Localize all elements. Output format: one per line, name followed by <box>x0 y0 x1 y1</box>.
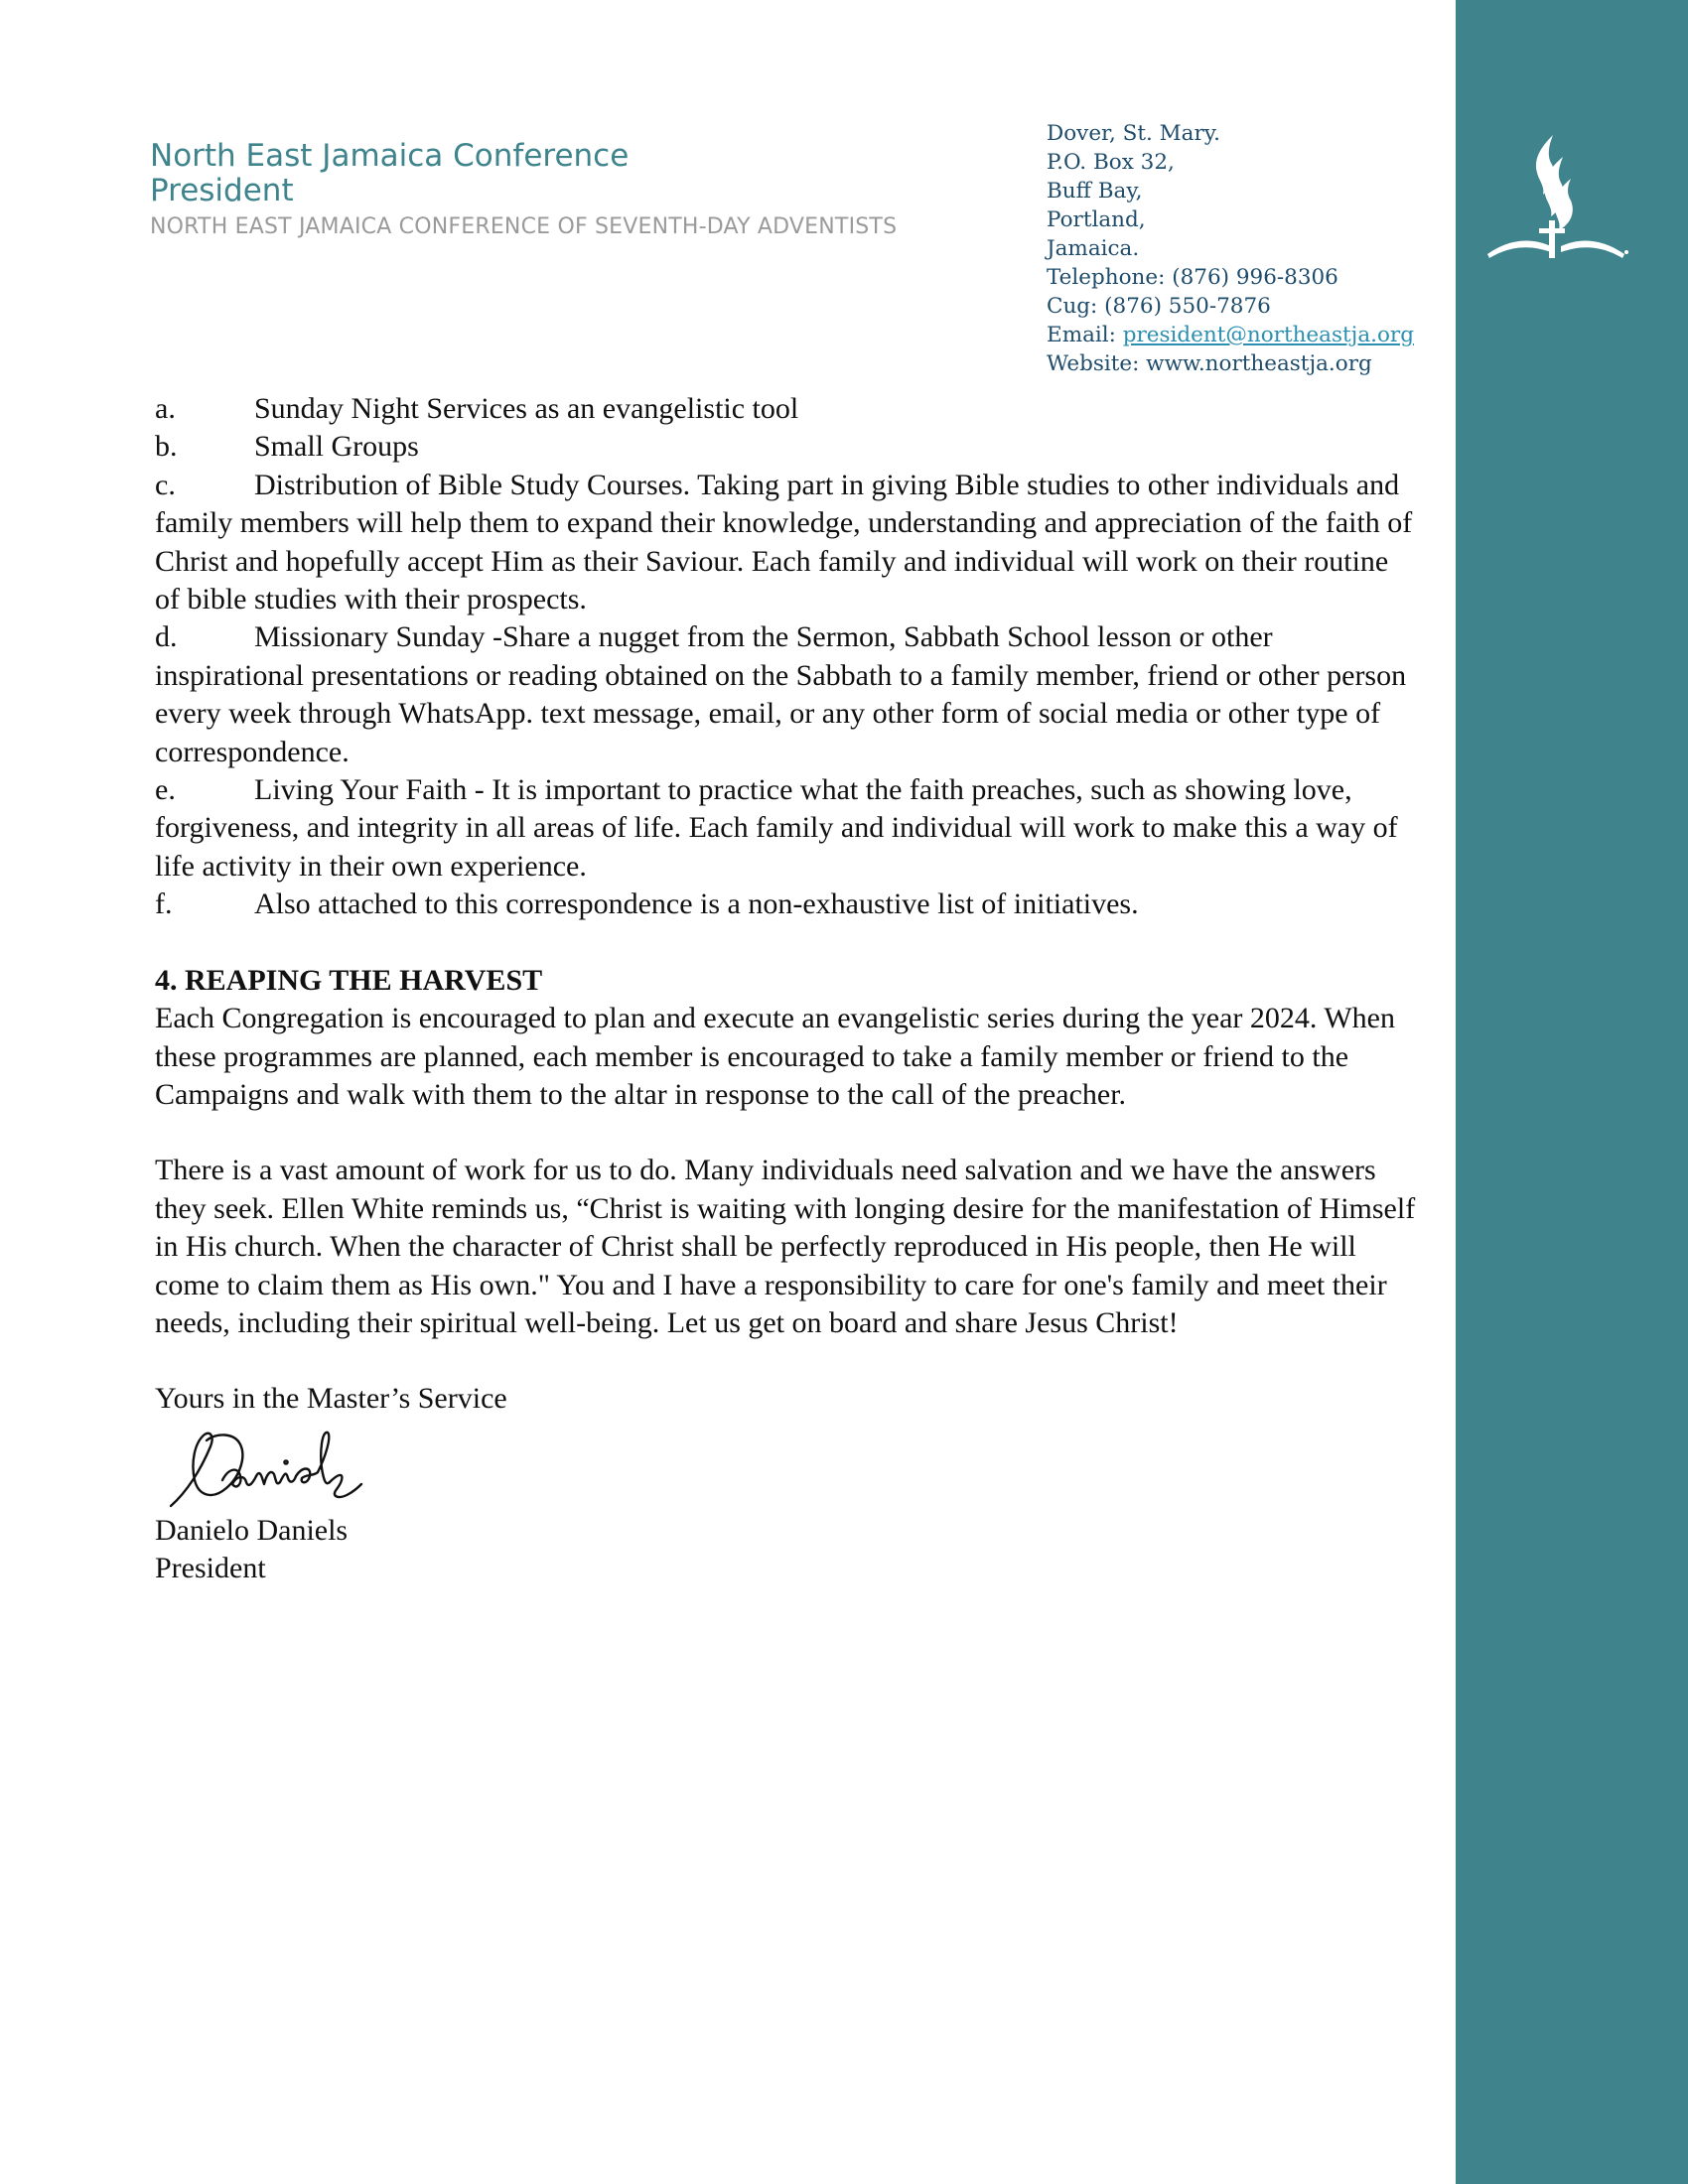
letterhead-organization <box>150 139 897 242</box>
closing-paragraph: There is a vast amount of work for us to do. Many individuals need salvation and we have the answers they seek. Ellen White reminds us, “Christ is waiting with longing desire for the manifestation of Himself in His church. When the character of Christ shall be perfectly reproduced in His people, then He will come to claim them as His own." You and I have a responsibility to care for one's family and meet their needs, including their spiritual well-being. Let us get on board and share Jesus Christ! <box>155 1154 1416 1339</box>
address-line-3: Buff Bay, <box>1047 179 1143 204</box>
website: Website: www.northeastja.org <box>1047 351 1372 376</box>
list-item <box>155 771 1416 886</box>
list-item <box>155 886 1416 923</box>
list-item-text: Missionary Sunday -Share a nugget from the Sermon, Sabbath School lesson or other inspirational presentations or reading obtained on the Sabbath to a family member, friend or other person every week through WhatsApp. text message, email, or any other form of social media or other type of correspondence. <box>155 620 1407 768</box>
email-label: Email: <box>1047 323 1123 347</box>
organization-office-title: President <box>150 173 294 208</box>
brand-sidebar <box>1456 0 1688 2184</box>
list-item-label: a. <box>155 392 176 425</box>
list-item-label: c. <box>155 468 176 501</box>
adventist-flame-logo-icon <box>1481 129 1630 268</box>
list-item <box>155 618 1416 771</box>
section-heading: 4. REAPING THE HARVEST <box>155 963 543 997</box>
organization-full-name: NORTH EAST JAMAICA CONFERENCE OF SEVENTH-DAY ADVENTISTS <box>150 214 898 239</box>
signatory-title: President <box>155 1552 266 1585</box>
address-line-1: Dover, St. Mary. <box>1047 121 1220 146</box>
organization-name: North East Jamaica Conference <box>150 138 630 174</box>
list-item-label: d. <box>155 620 178 654</box>
list-item <box>155 390 1416 428</box>
telephone: Telephone: (876) 996-8306 <box>1047 265 1338 290</box>
spacer <box>155 1342 1416 1380</box>
address-line-5: Jamaica. <box>1047 236 1140 261</box>
list-item-label: f. <box>155 887 173 921</box>
list-item-label: b. <box>155 430 178 464</box>
signature-image <box>167 1423 395 1512</box>
list-item-label: e. <box>155 773 176 807</box>
spacer <box>155 1114 1416 1152</box>
email-link[interactable]: president@northeastja.org <box>1122 323 1414 347</box>
spacer <box>155 924 1416 962</box>
list-item <box>155 428 1416 466</box>
signatory-name: Danielo Daniels <box>155 1513 349 1547</box>
section-paragraph: Each Congregation is encouraged to plan and execute an evangelistic series during the year 2024. When these programmes are planned, each member is encouraged to take a family member or friend to the Campaigns and walk with them to the altar in response to the call of the preacher. <box>155 1002 1395 1111</box>
sign-off-closing: Yours in the Master’s Service <box>155 1382 507 1416</box>
list-item <box>155 467 1416 619</box>
letterhead-address <box>1047 119 1414 378</box>
list-item-text: Distribution of Bible Study Courses. Taking part in giving Bible studies to other individuals and family members will help them to expand their knowledge, understanding and appreciation of the faith of Christ and hopefully accept Him as their Saviour. Each family and individual will work on their routine of bible studies with their prospects. <box>155 468 1413 616</box>
list-item-text: Small Groups <box>254 430 419 464</box>
address-line-4: Portland, <box>1047 207 1146 232</box>
list-item-text: Also attached to this correspondence is a non-exhaustive list of initiatives. <box>254 887 1139 921</box>
address-line-2: P.O. Box 32, <box>1047 150 1175 175</box>
email-row <box>1047 321 1414 349</box>
letter-body <box>155 390 1416 1588</box>
list-item-text: Sunday Night Services as an evangelistic tool <box>254 392 799 425</box>
cug-phone: Cug: (876) 550-7876 <box>1047 294 1271 319</box>
list-item-text: Living Your Faith - It is important to practice what the faith preaches, such as showing love, forgiveness, and integrity in all areas of life. Each family and individual will work to make this a way of life activity in their own experience. <box>155 773 1398 883</box>
